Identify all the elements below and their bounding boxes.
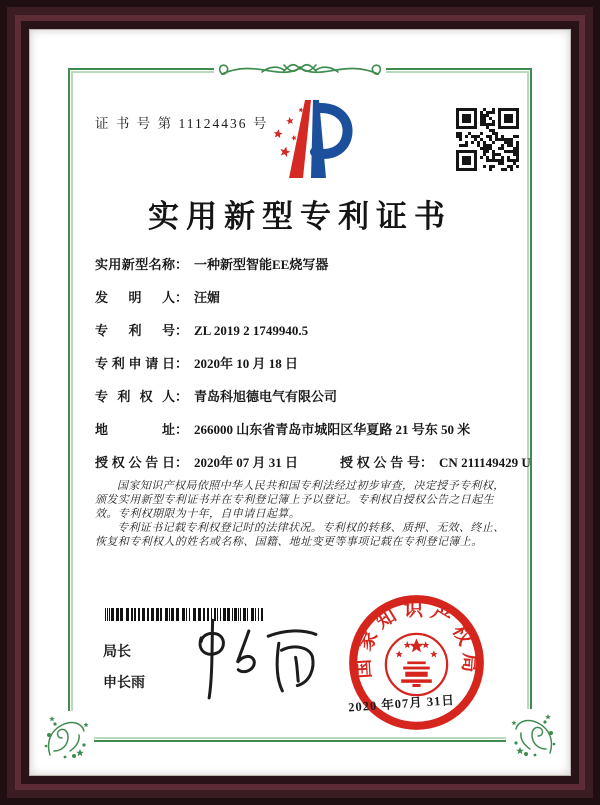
- cnipa-logo-icon: [256, 94, 356, 189]
- grant-row: 授权公告日： 2020年 07 月 31 日 授权公告号： CN 211149429 U: [95, 446, 509, 479]
- field-value: 汪媚: [194, 290, 221, 305]
- fields-block: [95, 248, 531, 479]
- legal-paragraph: 国家知识产权局依照中华人民共和国专利法经过初步审查，决定授予专利权，颁发实用新型专利证书并在专利登记簿上予以登记。专利权自授权公告之日起生效。专利权期限为十年，自申请日起算。: [95, 480, 505, 520]
- legal-text: [95, 479, 509, 549]
- field-value: 一种新型智能EE烧写器: [194, 257, 329, 272]
- signer-block: [103, 636, 145, 698]
- field-row: 专利申请日： 2020年 10 月 18 日: [95, 347, 509, 380]
- signer-name: 申长雨: [103, 674, 145, 690]
- field-value: 青岛科旭德电气有限公司: [194, 389, 338, 404]
- qr-finder: [456, 108, 477, 129]
- field-label: 授权公告号: [340, 455, 421, 470]
- certificate-page: [30, 30, 570, 775]
- field-row: 地址： 266000 山东省青岛市城阳区华夏路 21 号东 50 米: [95, 413, 509, 446]
- field-label: 授权公告日: [95, 455, 175, 470]
- field-row: 专利权人： 青岛科旭德电气有限公司: [95, 380, 509, 413]
- field-label: 专利权人: [95, 389, 175, 404]
- certificate-number: 证 书 号 第 11124436 号: [95, 116, 269, 131]
- field-label: 实用新型名称: [95, 257, 175, 272]
- signer-title: 局长: [103, 643, 131, 659]
- director-signature-icon: [180, 610, 330, 715]
- field-value: 2020年 10 月 18 日: [194, 356, 299, 371]
- qr-code: [456, 108, 519, 171]
- field-row: 发明人： 汪媚: [95, 281, 509, 314]
- field-label: 专利申请日: [95, 356, 175, 371]
- field-value: CN 211149429 U: [439, 455, 531, 470]
- seal-date: 2020 年07月 31日: [347, 693, 456, 715]
- field-value: 2020年 07 月 31 日: [194, 455, 299, 470]
- legal-paragraph: 专利证书记载专利权登记时的法律状况。专利权的转移、质押、无效、终止、恢复和专利权人的姓名或名称、国籍、地址变更等事项记载在专利登记簿上。: [95, 522, 505, 548]
- field-row: 实用新型名称： 一种新型智能EE烧写器: [95, 248, 509, 281]
- qr-finder: [498, 108, 519, 129]
- field-value: 266000 山东省青岛市城阳区华夏路 21 号东 50 米: [194, 422, 471, 437]
- bottom-left-floral-icon: [40, 711, 94, 765]
- field-label: 发明人: [95, 290, 175, 305]
- field-row: 专利号： ZL 2019 2 1749940.5: [95, 314, 509, 347]
- certificate-title: 实用新型专利证书: [148, 199, 452, 234]
- qr-finder: [456, 150, 477, 171]
- field-label: 地址: [95, 422, 175, 437]
- field-value: ZL 2019 2 1749940.5: [194, 323, 309, 338]
- seal-text: 国家知识产权局: [352, 599, 481, 680]
- field-label: 专利号: [95, 323, 175, 338]
- top-flourish-icon: [214, 54, 386, 90]
- bottom-right-floral-icon: [506, 709, 560, 763]
